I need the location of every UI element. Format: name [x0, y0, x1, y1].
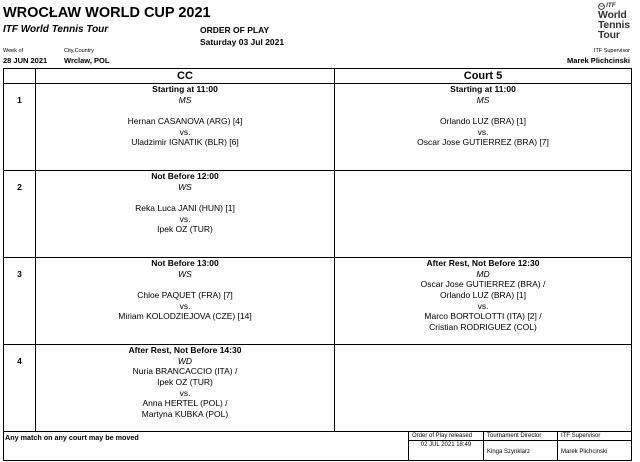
vs-label: vs. — [477, 126, 489, 137]
match-cell — [36, 258, 334, 344]
match-cell — [335, 84, 631, 170]
match-event: MS — [178, 94, 192, 105]
team-1-player: Oscar Jose GUTIERREZ (BRA) / — [420, 279, 546, 290]
team-1-partner: Ipek OZ (TUR) — [157, 377, 213, 388]
match-cell — [36, 171, 334, 257]
document-heading: ORDER OF PLAY — [200, 25, 270, 35]
spacer-line — [36, 105, 334, 116]
header-corner-cell — [4, 69, 35, 83]
team-1-player: Chloe PAQUET (FRA) [7] — [137, 290, 233, 301]
match-cell — [36, 345, 334, 431]
team-2-partner: Martyna KUBKA (POL) — [141, 409, 229, 420]
match-event: WS — [178, 268, 192, 279]
row-number: 2 — [4, 171, 35, 257]
spacer-line — [36, 192, 334, 203]
row-number: 1 — [4, 84, 35, 170]
team-2-player: Miriam KOLODZIEJOVA (CZE) [14] — [118, 311, 252, 322]
supervisor-box — [557, 432, 631, 460]
match-time: After Rest, Not Before 12:30 — [426, 258, 540, 268]
team-1-partner: Orlando LUZ (BRA) [1] — [440, 290, 526, 301]
logo-word-world: World — [598, 9, 627, 21]
team-2-player: Oscar Jose GUTIERREZ (BRA) [7] — [417, 137, 549, 148]
vs-label: vs. — [179, 126, 191, 137]
city-label: City,Country — [64, 48, 94, 54]
match-time: Starting at 11:00 — [450, 84, 516, 94]
team-1-player: Reka Luca JANI (HUN) [1] — [135, 203, 235, 214]
court-header-cc: CC — [36, 69, 334, 83]
match-cell-empty — [335, 171, 631, 257]
match-event: WS — [178, 181, 192, 192]
vs-label: vs. — [477, 300, 489, 311]
court-header-court-5: Court 5 — [335, 69, 631, 83]
row-number: 4 — [4, 345, 35, 431]
table-footer — [4, 432, 631, 460]
vs-label: vs. — [179, 213, 191, 224]
release-timestamp: 02 JUL 2021 18:49 — [420, 442, 472, 448]
director-name: Kinga Szynklarz — [487, 449, 531, 455]
spacer-line — [335, 105, 631, 116]
supervisor-value: Marek Plichcinski — [567, 56, 630, 65]
row-number: 3 — [4, 258, 35, 344]
team-2-partner: Cristian RODRIGUEZ (COL) — [429, 322, 537, 333]
supervisor-label: ITF Supervisor — [593, 48, 630, 54]
team-1-player: Nuria BRANCACCIO (ITA) / — [132, 366, 238, 377]
logo-word-tennis: Tennis — [598, 19, 630, 31]
city-value: Wrclaw, POL — [64, 56, 110, 65]
match-cell-empty — [335, 345, 631, 431]
vs-label: vs. — [179, 387, 191, 398]
match-event: MD — [476, 268, 490, 279]
tour-name: ITF World Tennis Tour — [3, 24, 109, 35]
team-2-player: Marco BORTOLOTTI (ITA) [2] / — [424, 311, 542, 322]
logo-mark: ITF — [606, 2, 616, 9]
release-box — [408, 432, 483, 460]
team-2-player: Uladzimir IGNATIK (BLR) [6] — [131, 137, 239, 148]
spacer-line — [36, 279, 334, 290]
match-cell — [335, 258, 631, 344]
logo-word-tour: Tour — [598, 29, 620, 41]
director-box — [483, 432, 557, 460]
team-2-player: Ipek OZ (TUR) — [157, 224, 213, 235]
footer-supervisor-name: Marek Plichcinski — [561, 449, 608, 455]
order-of-play-table — [3, 68, 632, 461]
week-label: Week of — [3, 48, 24, 54]
match-event: MS — [476, 94, 490, 105]
tournament-title: WROCŁAW WORLD CUP 2021 — [3, 5, 211, 21]
itf-world-tennis-tour-logo — [598, 2, 638, 44]
vs-label: vs. — [179, 300, 191, 311]
director-label: Tournament Director — [484, 432, 557, 441]
play-date: Saturday 03 Jul 2021 — [200, 37, 285, 47]
match-event: WD — [177, 355, 193, 366]
team-1-player: Orlando LUZ (BRA) [1] — [440, 116, 526, 127]
court-change-notice: Any match on any court may be moved — [5, 433, 139, 442]
footer-supervisor-label: ITF Supervisor — [558, 432, 631, 441]
week-value: 28 JUN 2021 — [3, 56, 48, 65]
match-time: Not Before 12:00 — [151, 171, 219, 181]
release-label: Order of Play released — [409, 432, 483, 441]
match-cell — [36, 84, 334, 170]
match-time: Not Before 13:00 — [151, 258, 219, 268]
match-time: After Rest, Not Before 14:30 — [128, 345, 242, 355]
team-1-player: Hernan CASANOVA (ARG) [4] — [127, 116, 243, 127]
match-time: Starting at 11:00 — [152, 84, 218, 94]
team-2-player: Anna HERTEL (POL) / — [142, 398, 228, 409]
